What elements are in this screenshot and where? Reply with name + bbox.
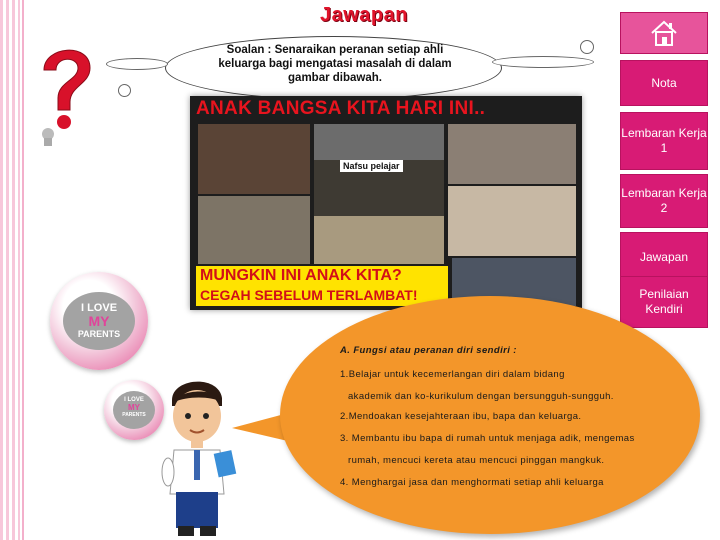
badge-text [113,397,155,419]
badge-text [63,302,135,340]
home-icon [649,18,679,48]
photo-smoking [448,186,576,256]
question-mark-figure [30,38,100,148]
badge-line-1: I LOVE [124,397,144,403]
badge-line-2: MY [88,313,110,329]
student-boy-illustration [158,372,238,540]
page-title: Jawapan [320,4,408,26]
image-caption-1: MUNGKIN INI ANAK KITA? [200,267,402,284]
nav-jawapan[interactable] [620,232,708,282]
photo-crowd [198,196,310,264]
left-decorative-line [22,0,24,540]
image-headline: ANAK BANGSA KITA HARI INI.. [196,98,486,119]
question-text [190,43,480,85]
image-caption-2: CEGAH SEBELUM TERLAMBAT! [200,287,418,303]
question-line-3: gambar dibawah. [288,72,382,84]
photo-motorcycles [198,124,310,194]
nav-lembaran-kerja-2-label: Lembaran Kerja 2 [621,186,707,215]
answer-line-5: rumah, mencuci kereta atau mencuci pinggan mangkuk. [348,455,605,466]
nav-penilaian-kendiri[interactable] [620,276,708,328]
answer-heading: A. Fungsi atau peranan diri sendiri : [340,345,517,356]
answer-line-6: 4. Menghargai jasa dan menghormati setiap ahli keluarga [340,477,604,488]
badge-line-2: MY [128,403,140,412]
badge-line-3: PARENTS [77,329,121,339]
nav-lembaran-kerja-1[interactable] [620,112,708,170]
badge-love-parents-small [104,380,164,440]
image-inset-label: Nafsu pelajar [340,160,403,172]
left-decorative-stripe [0,0,20,540]
bubble-dot [118,84,131,97]
answer-line-4: 3. Membantu ibu bapa di rumah untuk menjaga adik, mengemas [340,433,635,444]
bubble-dot [580,40,594,54]
question-line-1: Soalan : Senaraikan peranan setiap ahli [226,44,444,56]
nav-jawapan-label: Jawapan [639,249,689,264]
nav-lembaran-kerja-2[interactable] [620,174,708,228]
photo-drugs [314,124,444,160]
main-image [190,96,582,310]
badge-line-3: PARENTS [122,412,146,418]
bubble-dot [492,56,594,68]
answer-line-2: akademik dan ko-kurikulum dengan bersungguh-sungguh. [348,391,614,402]
nav-penilaian-kendiri-label: Penilaian Kendiri [639,287,689,316]
answer-line-1: 1.Belajar untuk kecemerlangan diri dalam bidang [340,369,565,380]
photo-fight [314,216,444,264]
nav-lembaran-kerja-1-label: Lembaran Kerja 1 [621,126,707,155]
photo-classroom [448,124,576,184]
answer-line-3: 2.Mendoakan kesejahteraan ibu, bapa dan keluarga. [340,411,582,422]
nav-nota-label: Nota [651,75,677,90]
nav-nota[interactable] [620,60,708,106]
badge-love-parents-large [50,272,148,370]
bubble-dot [106,58,168,70]
question-line-2: keluarga bagi mengatasi masalah di dalam [218,58,452,70]
nav-home-button[interactable] [620,12,708,54]
badge-line-1: I LOVE [80,302,118,314]
